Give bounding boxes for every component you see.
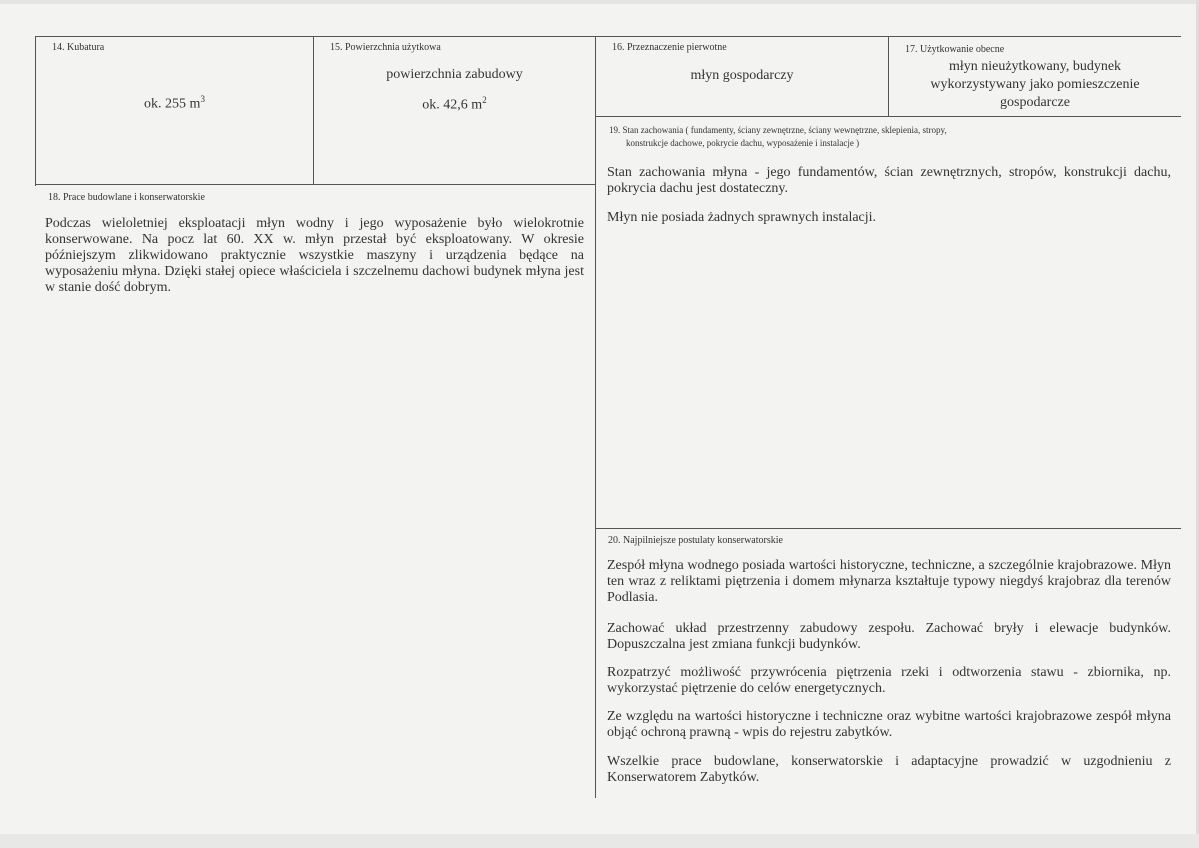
- field14-value: [36, 91, 313, 113]
- scan-edge-top: [0, 0, 1199, 4]
- field20-paragraph-1: Zespół młyna wodnego posiada wartości historyczne, techniczne, a szczególnie krajobrazowe. Młyn ten wraz z reliktami piętrzenia i domem młynarza kształtuje typowy niegdyś krajobraz dla terenów Podlasia.: [607, 558, 1171, 605]
- field19-paragraph-2: Młyn nie posiada żadnych sprawnych instalacji.: [607, 210, 877, 225]
- scan-edge-bottom: [0, 834, 1199, 848]
- field19-label-line1: 19. Stan zachowania ( fundamenty, ściany zewnętrzne, ściany wewnętrzne, sklepienia, stropy,: [609, 125, 947, 135]
- field20-label: 20. Najpilniejsze postulaty konserwatorskie: [608, 535, 783, 546]
- field15-value-unit-exponent: 2: [482, 95, 487, 105]
- field18-paragraph: Podczas wieloletniej eksploatacji młyn wodny i jego wyposażenie było wielokrotnie konserwowane. Na pocz lat 60. XX w. młyn przestał być eksploatowany. W okresie późniejszym zlikwidowano praktycznie wszystkie maszyny i urządzenia będące na wyposażeniu młyna. Dzięki stałej opiece właściciela i szczelnemu dachowi budynek młyna jest w stanie dość dobrym.: [45, 216, 584, 295]
- center-divider: [595, 36, 596, 798]
- field17-value-line3: gospodarcze: [1000, 95, 1070, 110]
- row1-bottom-border-right: [596, 116, 1181, 117]
- field20-paragraph-2: Zachować układ przestrzenny zabudowy zespołu. Zachować bryły i elewacje budynków. Dopuszczalna jest zmiana funkcji budynków.: [607, 621, 1171, 652]
- field15-value-line1: powierzchnia zabudowy: [386, 67, 523, 82]
- field17-label: 17. Użytkowanie obecne: [905, 44, 1005, 55]
- field19-paragraph-1: Stan zachowania młyna - jego fundamentów, ścian zewnętrznych, stropów, konstrukcji dachu, pokrycia dachu jest dostateczny.: [607, 165, 1171, 196]
- field15-value-line2: [314, 92, 595, 114]
- field17-value-line2: wykorzystywany jako pomieszczenie: [930, 77, 1140, 92]
- field18-label: 18. Prace budowlane i konserwatorskie: [48, 192, 205, 203]
- field18-top-border: [35, 184, 596, 185]
- field15-label: 15. Powierzchnia użytkowa: [330, 42, 441, 53]
- field15-value-line2-text: ok. 42,6 m: [422, 97, 483, 113]
- field14-value-text: ok. 255 m: [144, 96, 201, 112]
- field20-top-border: [596, 528, 1181, 529]
- field19-label-line2: konstrukcje dachowe, pokrycie dachu, wyposażenie i instalacje ): [626, 138, 860, 148]
- field16-value: młyn gospodarczy: [690, 68, 794, 83]
- field14-label: 14. Kubatura: [52, 42, 105, 53]
- field16-label: 16. Przeznaczenie pierwotne: [612, 42, 727, 53]
- top-border: [35, 36, 1181, 37]
- field20-paragraph-3: Rozpatrzyć możliwość przywrócenia piętrzenia rzeki i odtworzenia stawu - zbiornika, np. wykorzystać piętrzenie do celów energetycznych.: [607, 665, 1171, 696]
- field20-paragraph-4: Ze względu na wartości historyczne i techniczne oraz wybitne wartości krajobrazowe zespół młyna objąć ochroną prawną - wpis do rejestru zabytków.: [607, 709, 1171, 740]
- field14-value-unit-exponent: 3: [200, 94, 205, 104]
- field17-value-line1: młyn nieużytkowany, budynek: [948, 59, 1122, 74]
- field20-paragraph-5: Wszelkie prace budowlane, konserwatorskie i adaptacyjne prowadzić w uzgodnieniu z Konserwatorem Zabytków.: [607, 754, 1171, 785]
